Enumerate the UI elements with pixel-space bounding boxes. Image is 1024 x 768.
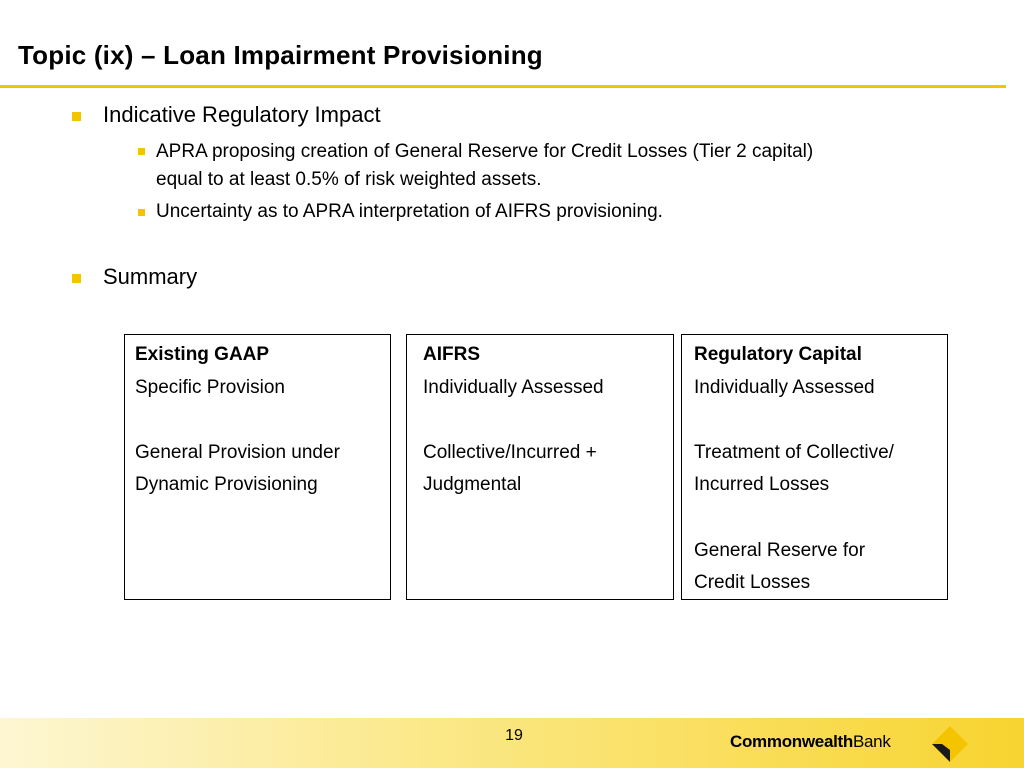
sub-bullet-text xyxy=(156,198,663,226)
box-spacer xyxy=(694,404,947,437)
bullet-text: Indicative Regulatory Impact xyxy=(103,102,381,127)
box-line: Incurred Losses xyxy=(694,474,830,496)
box-line: General Reserve for xyxy=(694,539,866,561)
sub-bullet-line: Uncertainty as to APRA interpretation of AIFRS provisioning. xyxy=(156,201,663,222)
bullet-text: Summary xyxy=(103,264,198,289)
sub-bullet-square-icon xyxy=(138,148,145,155)
page-number: 19 xyxy=(505,727,523,744)
summary-box-existing-gaap xyxy=(124,334,391,600)
box-spacer xyxy=(694,502,947,535)
box-line: Specific Provision xyxy=(135,376,285,398)
box-heading: Regulatory Capital xyxy=(694,344,862,365)
sub-bullet-line: APRA proposing creation of General Reserve for Credit Losses (Tier 2 capital) xyxy=(156,141,814,162)
sub-bullet-square-icon xyxy=(138,209,145,216)
box-heading: AIFRS xyxy=(423,344,480,365)
box-line: Treatment of Collective/ xyxy=(694,441,894,463)
box-line: Credit Losses xyxy=(694,572,811,594)
box-line: General Provision under xyxy=(135,441,340,463)
title-divider xyxy=(0,85,1006,88)
box-line: Dynamic Provisioning xyxy=(135,474,318,496)
bullet-square-icon xyxy=(72,274,81,283)
sub-bullet-text xyxy=(156,138,813,194)
sub-bullet-line: equal to at least 0.5% of risk weighted assets. xyxy=(156,169,542,190)
box-line: Collective/Incurred + xyxy=(423,441,597,463)
logo-word-bold: Commonwealth xyxy=(730,732,853,751)
logo-word-light: Bank xyxy=(852,732,891,751)
commonwealth-bank-diamond-logo-icon xyxy=(930,724,970,764)
box-spacer xyxy=(135,404,390,437)
box-line: Individually Assessed xyxy=(423,376,604,398)
box-line: Judgmental xyxy=(423,474,522,496)
bullet-square-icon xyxy=(72,112,81,121)
slide-title: Topic (ix) – Loan Impairment Provisioning xyxy=(18,40,543,70)
box-heading: Existing GAAP xyxy=(135,344,270,365)
summary-box-regulatory-capital xyxy=(681,334,948,600)
summary-box-aifrs xyxy=(406,334,674,600)
commonwealth-bank-wordmark xyxy=(730,732,891,752)
box-spacer xyxy=(423,404,673,437)
box-line: Individually Assessed xyxy=(694,376,875,398)
